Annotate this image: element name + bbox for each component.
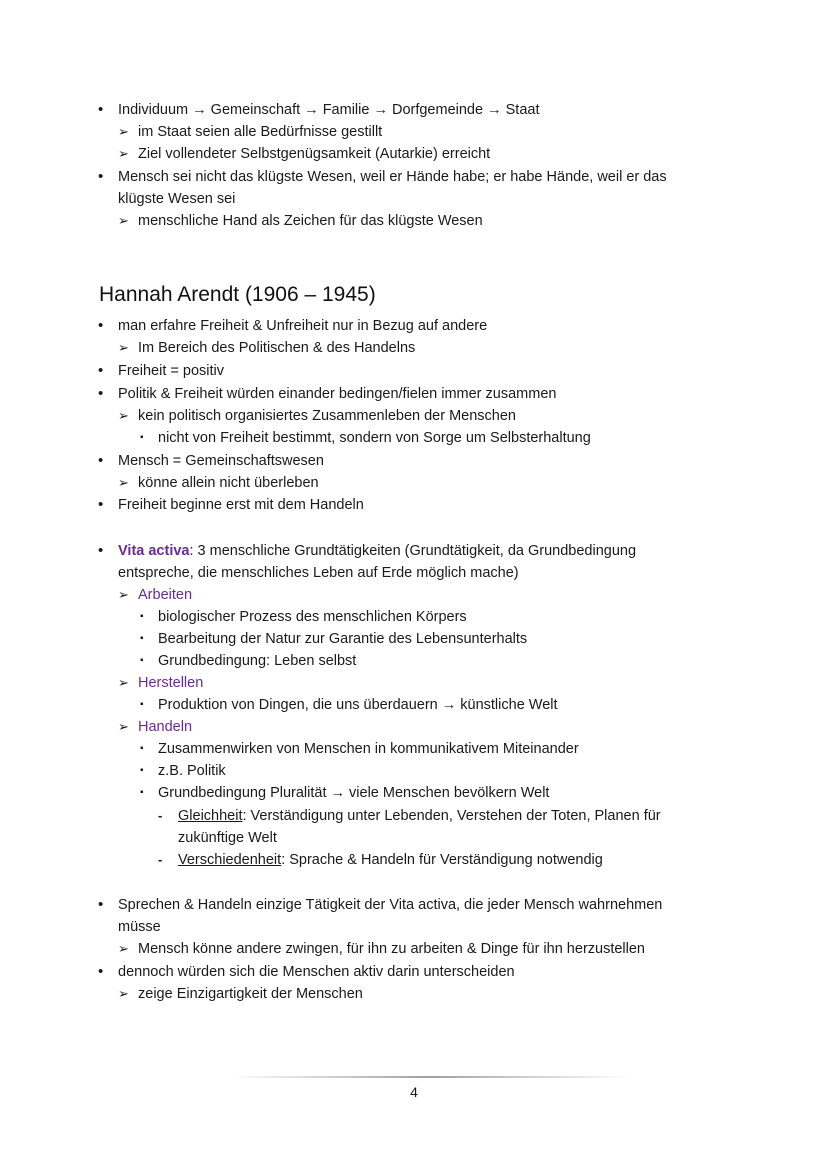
sub-bullet-text: Im Bereich des Politischen & des Handelns — [138, 340, 416, 356]
bullet-text: Mensch = Gemeinschaftswesen — [118, 453, 324, 469]
bullet-marker: • — [98, 317, 104, 334]
bullet-text: Politik & Freiheit würden einander bedingen/fielen immer zusammen — [118, 386, 557, 402]
bullet-text-continuation: müsse — [118, 919, 161, 935]
arrow-marker: ➢ — [118, 340, 129, 355]
list-item: Grundbedingung: Leben selbst — [158, 653, 357, 669]
square-marker: ▪ — [140, 765, 144, 776]
square-marker: ▪ — [140, 611, 144, 622]
bullet-marker: • — [98, 896, 104, 913]
vita-activa-description: : 3 menschliche Grundtätigkeiten (Grundtätigkeit, da Grundbedingung — [189, 543, 637, 559]
sub-bullet-text: zeige Einzigartigkeit der Menschen — [138, 986, 363, 1002]
verschiedenheit-term: Verschiedenheit — [178, 852, 282, 868]
bullet-text: Freiheit = positiv — [118, 363, 224, 379]
arrow-marker: ➢ — [118, 675, 129, 690]
arrow-marker: ➢ — [118, 719, 129, 734]
bullet-text — [118, 540, 636, 562]
square-marker: ▪ — [140, 655, 144, 666]
sub-bullet-text: Ziel vollendeter Selbstgenügsamkeit (Autarkie) erreicht — [138, 146, 491, 162]
herstellen-label: Herstellen — [138, 675, 204, 691]
sub-bullet-text: könne allein nicht überleben — [138, 475, 319, 491]
bullet-text: man erfahre Freiheit & Unfreiheit nur in Bezug auf andere — [118, 318, 488, 334]
square-marker: ▪ — [140, 633, 144, 644]
sub-bullet-text: kein politisch organisiertes Zusammenleben der Menschen — [138, 408, 516, 424]
page-number: 4 — [410, 1084, 418, 1100]
arbeiten-label: Arbeiten — [138, 587, 193, 603]
bullet-marker: • — [98, 385, 104, 402]
arrow-marker: ➢ — [118, 587, 129, 602]
dash-item-text — [178, 849, 603, 871]
dash-marker: - — [158, 852, 163, 867]
arrow-marker: ➢ — [118, 941, 129, 956]
square-marker: ▪ — [140, 699, 144, 710]
bullet-marker: • — [98, 542, 104, 559]
bullet-marker: • — [98, 168, 104, 185]
list-item: z.B. Politik — [158, 763, 226, 779]
dash-marker: - — [158, 808, 163, 823]
bullet-marker: • — [98, 452, 104, 469]
arrow-marker: ➢ — [118, 408, 129, 423]
sub-bullet-text: menschliche Hand als Zeichen für das klügste Wesen — [138, 213, 483, 229]
arrow-marker: ➢ — [118, 146, 129, 161]
handeln-label: Handeln — [138, 719, 193, 735]
arrow-marker: ➢ — [118, 986, 129, 1001]
bullet-marker: • — [98, 362, 104, 379]
bullet-text-continuation: klügste Wesen sei — [118, 191, 236, 207]
list-item: biologischer Prozess des menschlichen Körpers — [158, 609, 467, 625]
bullet-marker: • — [98, 101, 104, 118]
list-item: Zusammenwirken von Menschen in kommunikativem Miteinander — [158, 741, 579, 757]
square-marker: ▪ — [140, 787, 144, 798]
sub-bullet-text: Mensch könne andere zwingen, für ihn zu arbeiten & Dinge für ihn herzustellen — [138, 941, 645, 957]
bullet-marker: • — [98, 963, 104, 980]
list-item: Bearbeitung der Natur zur Garantie des Lebensunterhalts — [158, 631, 528, 647]
bullet-text-continuation: entspreche, die menschliches Leben auf Erde möglich mache) — [118, 565, 519, 581]
list-item: Produktion von Dingen, die uns überdauern → künstliche Welt — [158, 697, 558, 713]
arrow-marker: ➢ — [118, 213, 129, 228]
bullet-text: dennoch würden sich die Menschen aktiv darin unterscheiden — [118, 964, 515, 980]
bullet-text: Individuum → Gemeinschaft → Familie → Dorfgemeinde → Staat — [118, 102, 540, 118]
arrow-marker: ➢ — [118, 124, 129, 139]
square-marker: ▪ — [140, 432, 144, 443]
sub-sub-bullet-text: nicht von Freiheit bestimmt, sondern von Sorge um Selbsterhaltung — [158, 430, 591, 446]
sub-bullet-text: im Staat seien alle Bedürfnisse gestillt — [138, 124, 383, 140]
dash-item-text — [178, 805, 661, 827]
footer-divider — [230, 1076, 630, 1078]
bullet-text: Freiheit beginne erst mit dem Handeln — [118, 497, 364, 513]
gleichheit-term: Gleichheit — [178, 808, 243, 824]
bullet-marker: • — [98, 496, 104, 513]
list-item: Grundbedingung Pluralität → viele Menschen bevölkern Welt — [158, 785, 550, 801]
dash-item-continuation: zukünftige Welt — [178, 830, 277, 846]
square-marker: ▪ — [140, 743, 144, 754]
vita-activa-term: Vita activa — [118, 543, 190, 559]
verschiedenheit-description: : Sprache & Handeln für Verständigung notwendig — [281, 852, 603, 868]
bullet-text: Sprechen & Handeln einzige Tätigkeit der Vita activa, die jeder Mensch wahrnehmen — [118, 897, 663, 913]
section-heading: Hannah Arendt (1906 – 1945) — [99, 283, 376, 306]
gleichheit-description: : Verständigung unter Lebenden, Verstehen der Toten, Planen für — [242, 808, 661, 824]
arrow-marker: ➢ — [118, 475, 129, 490]
bullet-text: Mensch sei nicht das klügste Wesen, weil er Hände habe; er habe Hände, weil er das — [118, 169, 667, 185]
